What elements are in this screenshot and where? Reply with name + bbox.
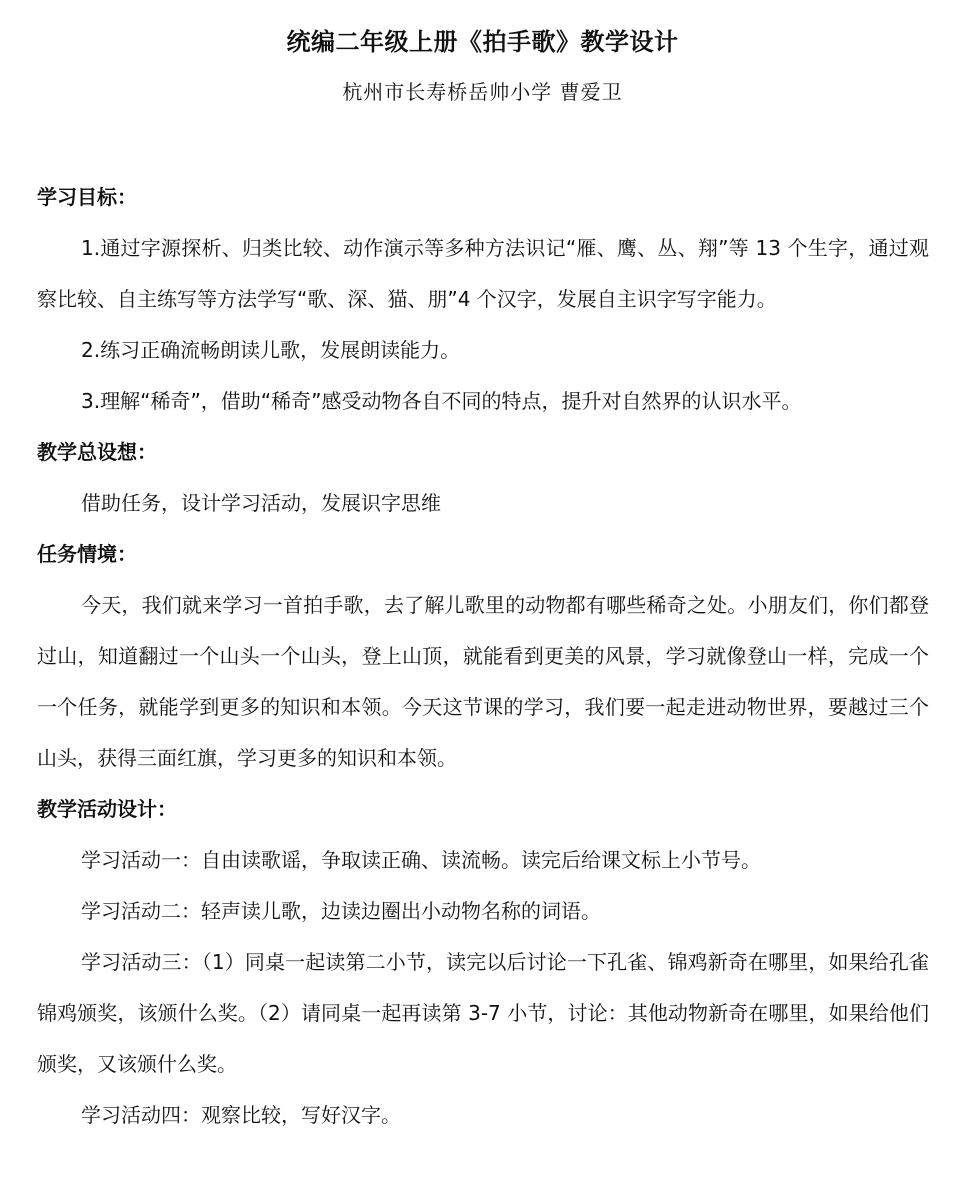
document-body	[37, 172, 929, 1141]
activity-item-2: 学习活动二：轻声读儿歌，边读边圈出小动物名称的词语。	[81, 899, 601, 923]
heading-teaching-concept: 教学总设想：	[37, 440, 157, 464]
heading-task-scenario: 任务情境：	[37, 542, 137, 566]
activity-item-3: 学习活动三：（1）同桌一起读第二小节，读完以后讨论一下孔雀、锦鸡新奇在哪里，如果给孔雀锦鸡颁奖，该颁什么奖。（2）请同桌一起再读第 3-7 小节，讨论：其他动物新奇在哪里，如果给他们颁奖，又该颁什么奖。	[37, 950, 929, 1076]
goal-item-3: 3.理解“稀奇”，借助“稀奇”感受动物各自不同的特点，提升对自然界的认识水平。	[81, 389, 802, 413]
concept-text: 借助任务，设计学习活动，发展识字思维	[81, 491, 441, 515]
document-title: 统编二年级上册《拍手歌》教学设计	[286, 28, 679, 56]
document-author: 杭州市长寿桥岳帅小学 曹爱卫	[342, 80, 623, 104]
heading-learning-goals: 学习目标：	[37, 185, 137, 209]
heading-activity-design: 教学活动设计：	[37, 797, 177, 821]
activity-item-4: 学习活动四：观察比较，写好汉字。	[81, 1103, 401, 1127]
scenario-text: 今天，我们就来学习一首拍手歌，去了解儿歌里的动物都有哪些稀奇之处。小朋友们，你们都登过山，知道翻过一个山头一个山头，登上山顶，就能看到更美的风景，学习就像登山一样，完成一个一个任务，就能学到更多的知识和本领。今天这节课的学习，我们要一起走进动物世界，要越过三个山头，获得三面红旗，学习更多的知识和本领。	[37, 593, 929, 770]
goal-item-1: 1.通过字源探析、归类比较、动作演示等多种方法识记“雁、鹰、丛、翔”等 13 个生字，通过观察比较、自主练写等方法学写“歌、深、猫、朋”4 个汉字，发展自主识字写字能力。	[37, 236, 929, 311]
activity-item-1: 学习活动一：自由读歌谣，争取读正确、读流畅。读完后给课文标上小节号。	[81, 848, 761, 872]
goal-item-2: 2.练习正确流畅朗读儿歌，发展朗读能力。	[81, 338, 461, 362]
